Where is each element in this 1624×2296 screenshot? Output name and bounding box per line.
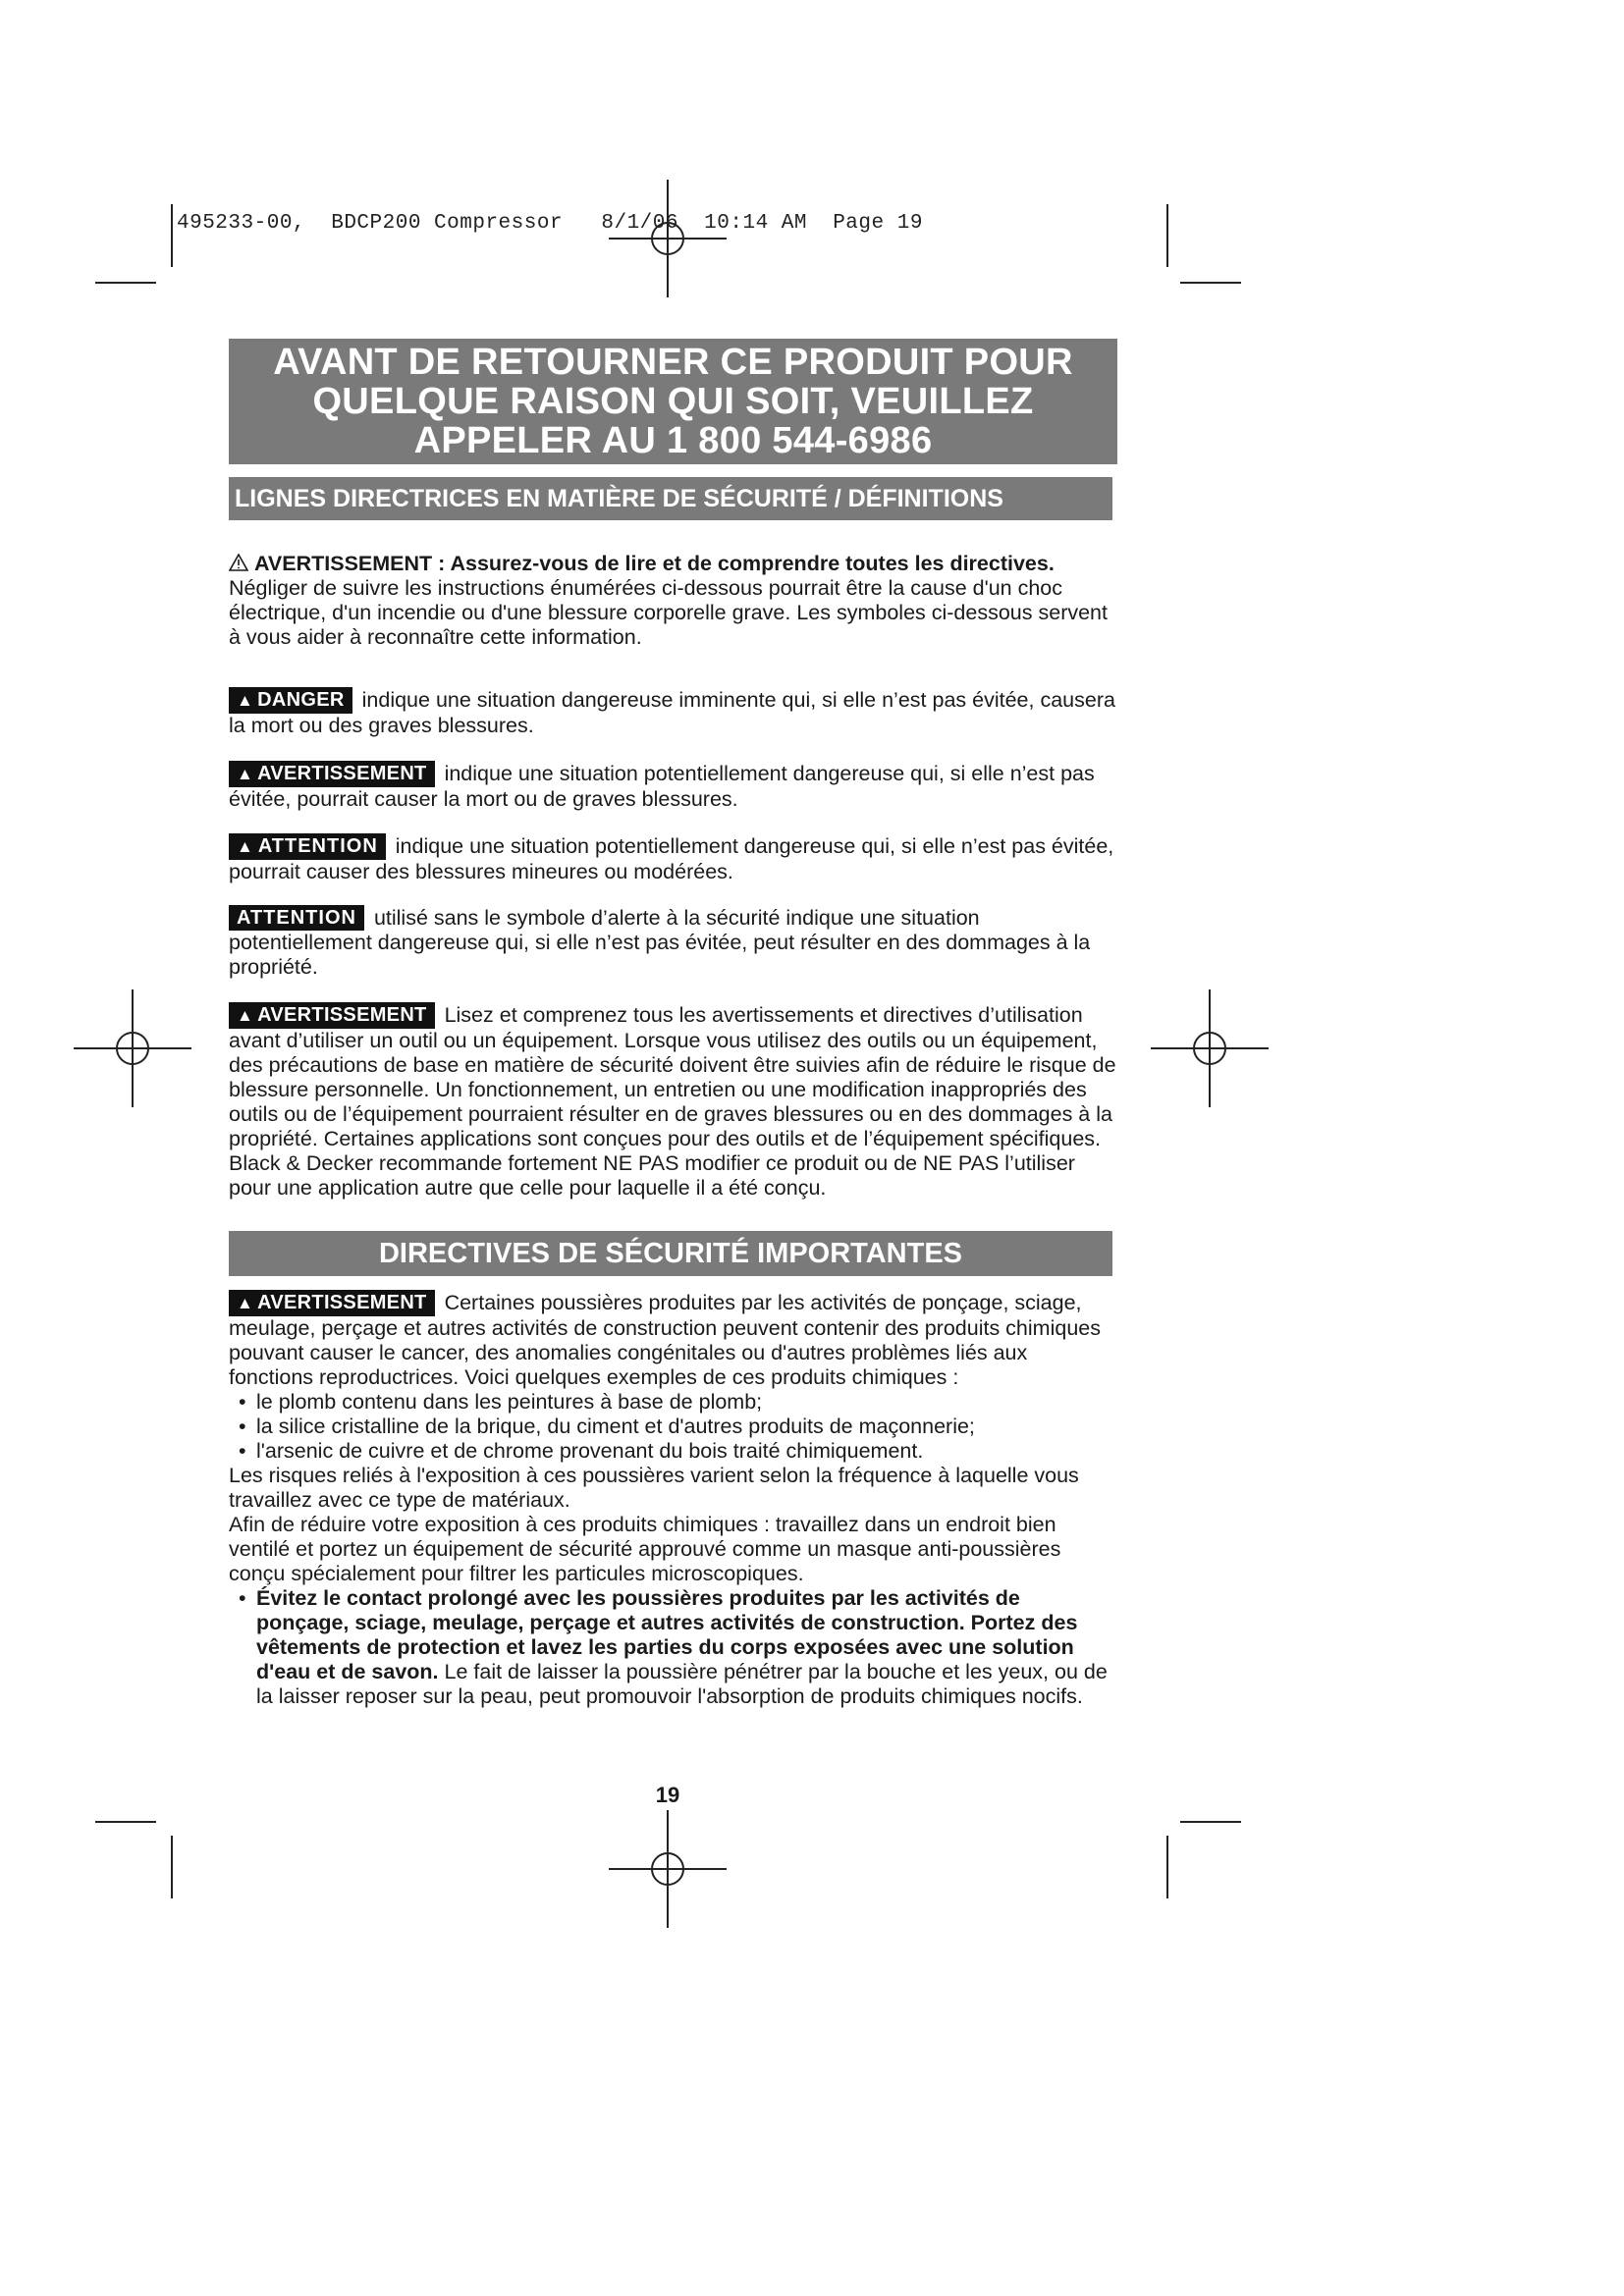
avoid-contact-list [229, 1586, 1117, 1709]
definition-text: indique une situation potentiellement dangereuse qui, si elle n’est pas évitée, pourrait causer des blessures mineures ou modérées. [229, 834, 1114, 883]
list-item: • l'arsenic de cuivre et de chrome provenant du bois traité chimiquement. [229, 1439, 1117, 1464]
return-notice-banner [229, 339, 1117, 464]
avertissement-label: ▲ AVERTISSEMENT [229, 1290, 435, 1316]
definition-danger [229, 687, 1117, 738]
important-intro [229, 1290, 1117, 1390]
definition-attention [229, 833, 1117, 884]
crop-mark [1180, 282, 1241, 284]
list-item [229, 1586, 1117, 1709]
attention-label-plain: ATTENTION [229, 905, 364, 931]
definition-text: indique une situation dangereuse imminente qui, si elle n’est pas évitée, causera la mort ou des graves blessures. [229, 688, 1115, 737]
avoid-contact-text: Le fait de laisser la poussière pénétrer par la bouche et les yeux, ou de la laisser reposer sur la peau, peut promouvoir l'absorption de produits chimiques nocifs. [256, 1660, 1108, 1708]
avertissement-label: ▲ AVERTISSEMENT [229, 761, 435, 787]
banner-line-2: QUELQUE RAISON QUI SOIT, VEUILLEZ [312, 381, 1034, 422]
crop-mark [95, 1821, 156, 1823]
chemical-examples-list [229, 1390, 1117, 1464]
definition-text: utilisé sans le symbole d’alerte à la sécurité indique une situation potentiellement dangereuse qui, si elle n’est pas évitée, peut résulter en des dommages à la propriété. [229, 906, 1091, 979]
crop-mark [1166, 204, 1168, 267]
attention-label: ▲ ATTENTION [229, 833, 386, 860]
definition-text: Lisez et comprenez tous les avertissements et directives d’utilisation avant d’utiliser un outil ou un équipement. Lorsque vous utilisez des outils ou un équipement, des précautions de base en matière de sécurité doivent être suivies afin de réduire le risque de blessure personnelle. Un fonctionnement, un entretien ou une modification inappropriés des outils ou de l’équipement pourraient résulter en de graves blessures ou en des dommages à la propriété. Certaines applications sont conçues pour des outils et de l’équipement spécifiques. Black & Decker recommande fortement NE PAS modifier ce produit ou de NE PAS l’utiliser pour une application autre que celle pour laquelle il a été conçu. [229, 1003, 1116, 1200]
print-slug: 495233-00, BDCP200 Compressor 8/1/06 10:14 AM Page 19 [177, 212, 923, 235]
section-heading-guidelines: LIGNES DIRECTRICES EN MATIÈRE DE SÉCURITÉ / DÉFINITIONS [229, 477, 1112, 520]
warning-triangle-icon [229, 552, 254, 575]
crop-mark [171, 1836, 173, 1898]
registration-mark-icon [609, 1810, 727, 1928]
crop-mark [1166, 1836, 1168, 1898]
list-item: • la silice cristalline de la brique, du ciment et d'autres produits de maçonnerie; [229, 1415, 1117, 1439]
crop-mark [1180, 1821, 1241, 1823]
registration-mark-icon [609, 180, 727, 297]
definition-attention-no-symbol [229, 905, 1117, 980]
reduce-exposure-paragraph: Afin de réduire votre exposition à ces produits chimiques : travaillez dans un endroit bien ventilé et portez un équipement de sécurité approuvé comme un masque anti-poussières conçu spécialement pour filtrer les particules microscopiques. [229, 1513, 1061, 1585]
intro-text: Négliger de suivre les instructions énumérées ci-dessous pourrait être la cause d'un choc électrique, d'un incendie ou d'une blessure corporelle grave. Les symboles ci-dessous servent à vous aider à reconnaître cette information. [229, 576, 1108, 649]
list-item: • le plomb contenu dans les peintures à base de plomb; [229, 1390, 1117, 1415]
exposure-paragraph: Les risques reliés à l'exposition à ces poussières varient selon la fréquence à laquelle vous travaillez avec ce type de matériaux. [229, 1464, 1079, 1512]
important-directives [229, 1290, 1117, 1709]
avoid-contact-bold: Évitez le contact prolongé avec les poussières produites par les activités de ponçage, sciage, meulage, perçage et autres activités de construction. Portez des vêtements de protection et lavez les parties du corps exposées avec une solution d'eau et de savon. [256, 1586, 1078, 1683]
avertissement-label: ▲ AVERTISSEMENT [229, 1002, 435, 1029]
crop-mark [171, 204, 173, 267]
crop-mark [95, 282, 156, 284]
danger-label: ▲ DANGER [229, 687, 352, 714]
section-heading-important: DIRECTIVES DE SÉCURITÉ IMPORTANTES [229, 1231, 1112, 1276]
intro-bold: AVERTISSEMENT : Assurez-vous de lire et de comprendre toutes les directives. [253, 552, 1055, 575]
intro-warning [229, 552, 1117, 650]
important-text: Certaines poussières produites par les activités de ponçage, sciage, meulage, perçage et autres activités de construction peuvent contenir des produits chimiques pouvant causer le cancer, des anomalies congénitales ou d'autres problèmes liés aux fonctions reproductrices. Voici quelques exemples de ces produits chimiques : [229, 1291, 1101, 1389]
registration-mark-icon [1151, 989, 1269, 1107]
registration-mark-icon [74, 989, 191, 1107]
banner-line-1: AVANT DE RETOURNER CE PRODUIT POUR [273, 342, 1073, 383]
definition-general-warning [229, 1002, 1117, 1201]
definition-avertissement [229, 761, 1117, 812]
banner-line-3: APPELER AU 1 800 544-6986 [413, 420, 933, 461]
page-number: 19 [655, 1783, 680, 1807]
definition-text: indique une situation potentiellement dangereuse qui, si elle n’est pas évitée, pourrait causer la mort ou de graves blessures. [229, 762, 1095, 811]
